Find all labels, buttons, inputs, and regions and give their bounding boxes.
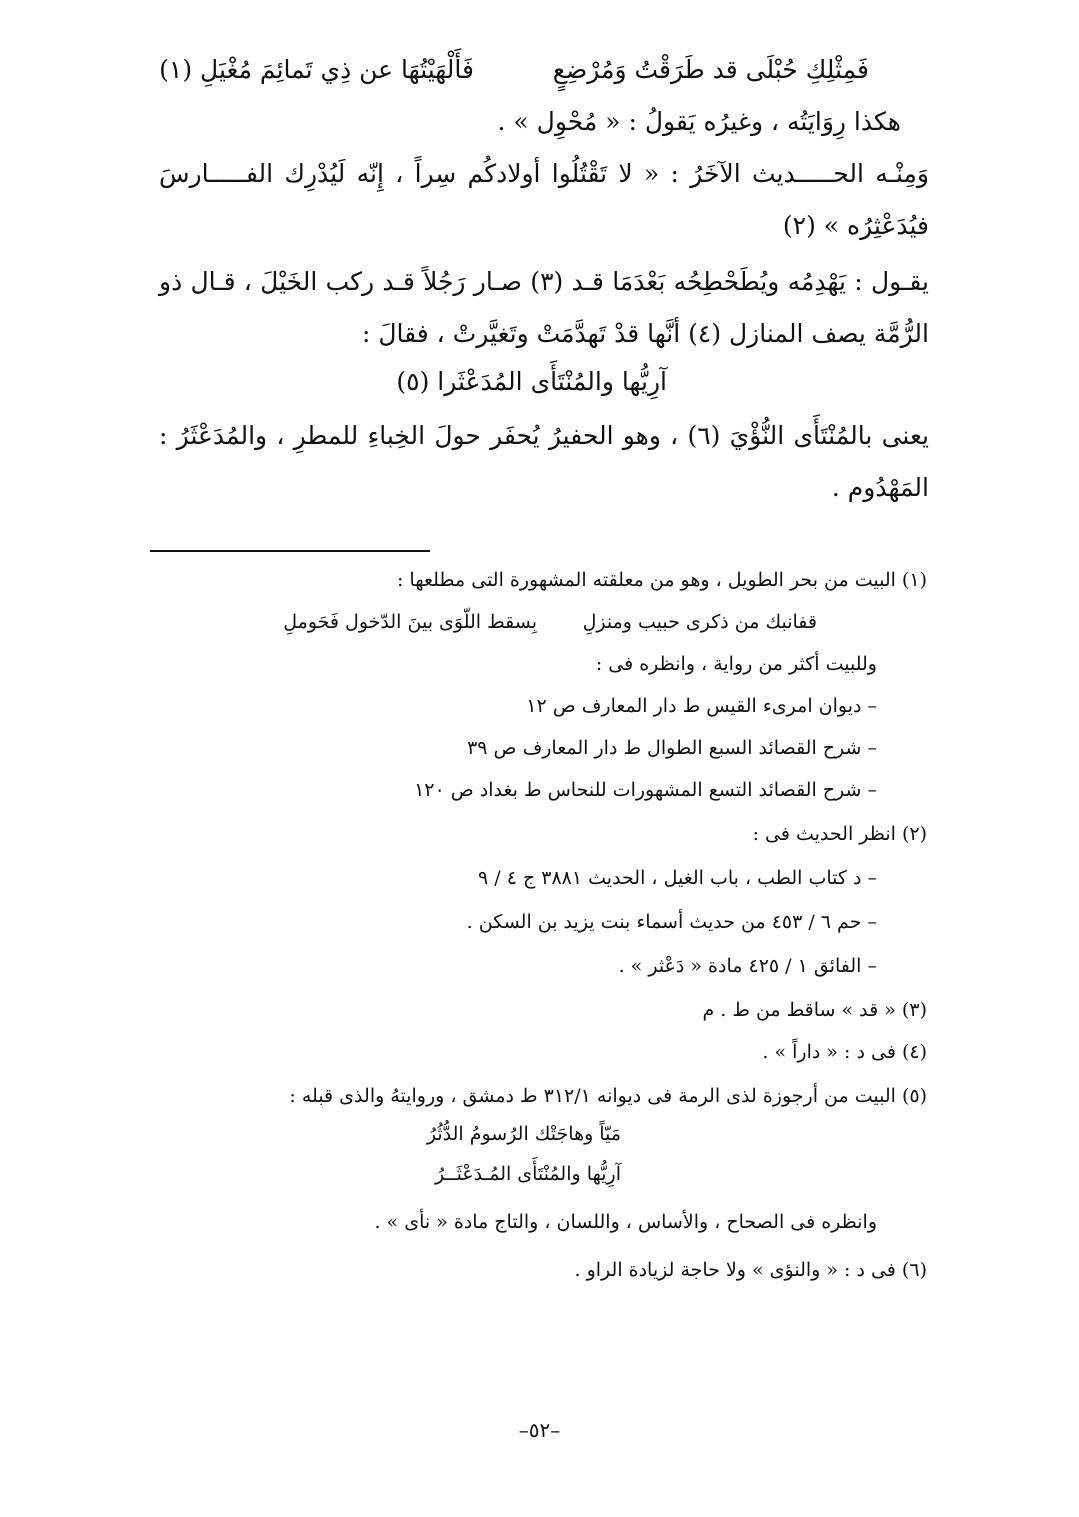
footnote-line: – ديوان امرىء القيس ط دار المعارف ص ١٢	[526, 695, 877, 717]
body-line: الرُّمَّة يصف المنازل (٤) أنَّها قدْ تَهدَّمَتْ وتَغيَّرتْ ، فقالَ :	[361, 319, 929, 348]
verse-1-hemistich-2: فَأَلْهَيْتُهَا عن ذِي تَمائِمَ مُغْيَلِ (١)	[159, 55, 474, 84]
footnote-line: – شرح القصائد التسع المشهورات للنحاس ط بغداد ص ١٢٠	[414, 779, 877, 801]
footnote-6: (٦) فى د : « والنؤى » ولا حاجة لزيادة الراو .	[574, 1259, 927, 1281]
footnote-4: (٤) فى د : « داراً » .	[762, 1041, 927, 1063]
footnote-line: – حم ٦ / ٤٥٣ من حديث أسماء بنت يزيد بن السكن .	[466, 911, 877, 933]
footnote-5: (٥) البيت من أرجوزة لذى الرمة فى ديوانه ٣١٢/١ ط دمشق ، وروايتهُ والذى قبله :	[289, 1085, 927, 1107]
body-line: فيُدَعْثِرُه » (٢)	[782, 211, 929, 240]
footnote-line: – شرح القصائد السبع الطوال ط دار المعارف ص ٣٩	[467, 737, 877, 759]
footnote-line: – الفائق ١ / ٤٢٥ مادة « دَعْثر » .	[618, 955, 877, 977]
footnote-line: – د كتاب الطب ، باب الغيل ، الحديث ٣٨٨١ ج ٤ / ٩	[477, 867, 877, 889]
footnote-separator	[150, 550, 430, 552]
body-line: يقـول : يَهْدِمُه ويُطَحْطِحُه بَعْدَمَا قـد (٣) صـار رَجُلاً قـد ركب الخَيْلَ ، قـال ذو	[159, 267, 929, 296]
footnote-5-verse-1: مَيّاً وهاجَتْك الرُسومُ الدُّثُرُ	[426, 1123, 621, 1145]
verse-2: آرِيُّها والمُنْتَأَى المُدَعْثَرا (٥)	[396, 367, 667, 396]
footnote-2: (٢) انظر الحديث فى :	[752, 823, 927, 845]
page-number: –٥٢–	[518, 1418, 561, 1442]
body-line: المَهْدُوم .	[831, 473, 929, 502]
footnote-5-verse-2: آرِيُّها والمُنْتَأَى المُـدَعْثَــرُ	[434, 1163, 621, 1185]
footnote-1-verse-a: قفانبك من ذكرى حبيب ومنزلِ	[582, 611, 817, 633]
footnote-1: (١) البيت من بحر الطويل ، وهو من معلقته المشهورة التى مطلعها :	[396, 569, 927, 591]
footnote-line: وللبيت أكثر من رواية ، وانظره فى :	[595, 653, 877, 675]
footnote-3: (٣) « قد » ساقط من ط . م	[702, 999, 927, 1021]
footnote-line: وانظره فى الصحاح ، والأساس ، واللسان ، والتاج مادة « نأى » .	[374, 1211, 877, 1233]
footnote-1-verse-b: بِسقط اللّوَى بينَ الدّخول فَحَوملِ	[283, 611, 537, 633]
body-line: وَمِنْـه الحـــــديث الآخَرُ : « لا تَقْتُلُوا أولادكُم سِراً ، إِنّه لَيُدْرِك الفـــــارسَ	[159, 159, 929, 188]
body-line: يعنى بالمُنْتَأَى النُّؤْيَ (٦) ، وهو الحفيرُ يُحفَر حولَ الخِباءِ للمطرِ ، والمُدَعْثَرُ :	[159, 421, 929, 450]
body-line: هكذا رِوَايَتُه ، وغيرُه يَقولُ : « مُحْوِل » .	[497, 107, 901, 136]
verse-1-hemistich-1: فَمِثْلِكِ حُبْلَى قد طَرَقْتُ وَمُرْضِعٍ	[552, 55, 869, 84]
